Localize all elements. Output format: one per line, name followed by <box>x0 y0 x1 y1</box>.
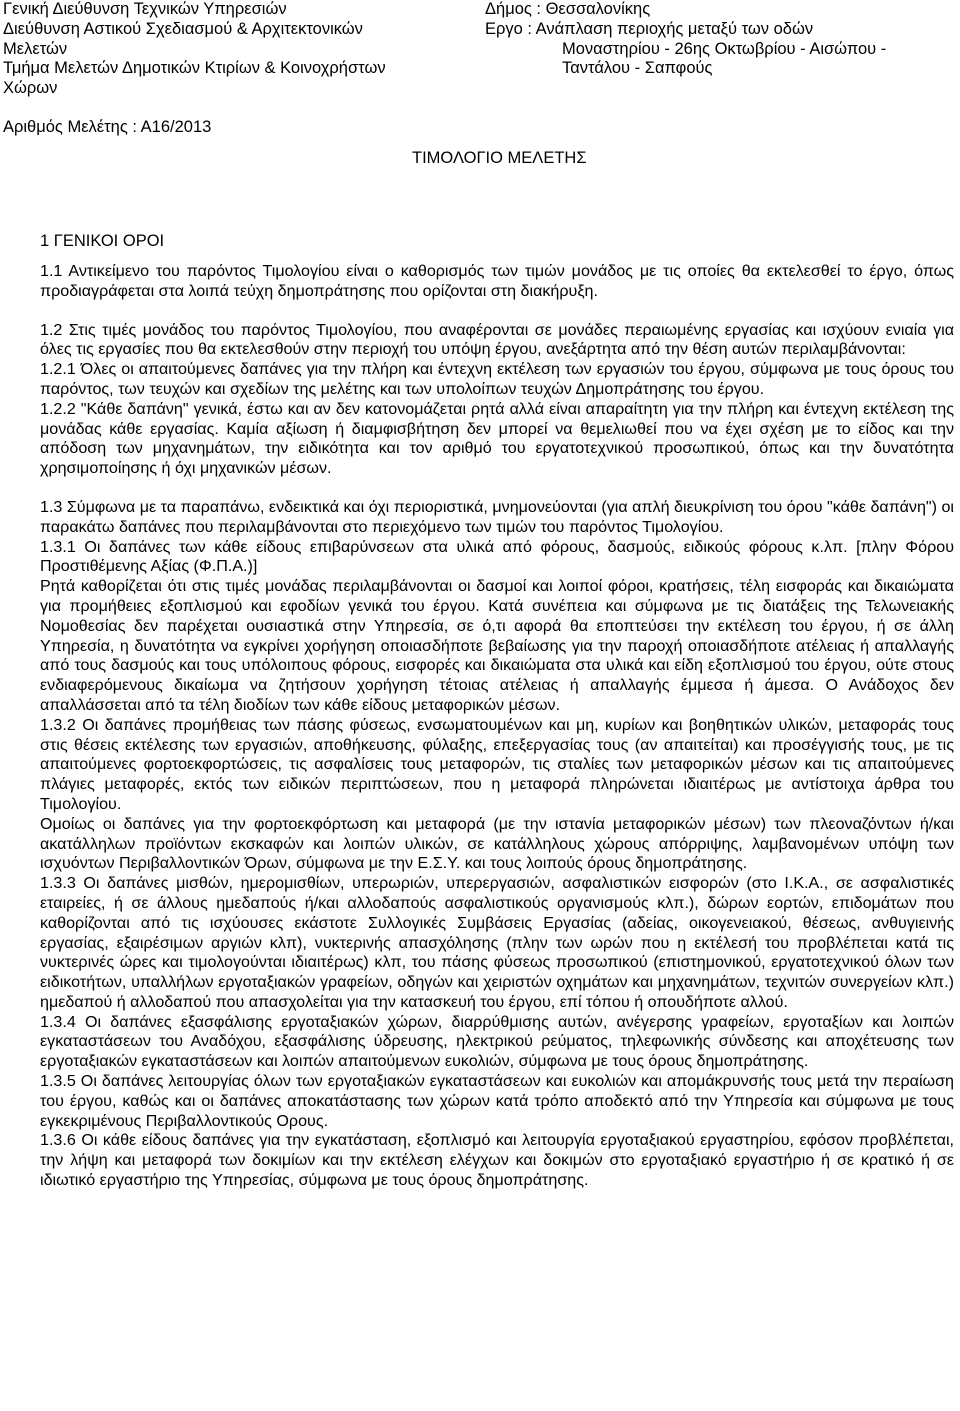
section-heading: 1 ΓΕΝΙΚΟΙ ΟΡΟΙ <box>40 232 165 250</box>
paragraph-1-3: 1.3 Σύμφωνα με τα παραπάνω, ενδεικτικά και όχι περιοριστικά, μνημονεύονται (για απλή διευκρίνιση του όρου "κάθε δαπάνη") οι παρακάτω δαπάνες που περιλαμβάνονται στο περιεχόμενο των τιμών του παρόντος Τιμολογίου. <box>40 497 954 536</box>
paragraph-1-3-2: 1.3.2 Οι δαπάνες προμήθειας των πάσης φύσεως, ενσωματουμένων και μη, κυρίων και βοηθητικών υλικών, μεταφοράς τους στις θέσεις εκτέλεσης των εργασιών, αποθήκευσης, φύλαξης, επεξεργασίας τους (αν απαιτείται) και προσέγγισής τους, με τις απαιτούμενες φορτοεκφορτώσεις, τις ασφαλίσεις τους μεταφορών, τις σταλίες των μεταφορικών μέσων και τις απαιτούμενες πλάγιες μεταφορές, εκτός των ειδικών περιπτώσεων, που η μεταφορά πληρώνεται ιδιαιτέρως με αντίστοιχα άρθρα του Τιμολογίου. <box>40 715 954 813</box>
paragraph-1-3-5: 1.3.5 Οι δαπάνες λειτουργίας όλων των εργοταξιακών εγκαταστάσεων και ευκολιών και απομάκρυνσής τους μετά την περαίωση του έργου, καθώς και οι δαπάνες αποκατάστασης των χώρων κατά τρόπο αποδεκτό από την Υπηρεσία και σύμφωνα με τους εγκεκριμένους Περιβαλλοντικούς Ορους. <box>40 1072 954 1130</box>
paragraph-1-2: 1.2 Στις τιμές μονάδος του παρόντος Τιμολογίου, που αναφέρονται σε μονάδες περαιωμένης εργασίας και ισχύουν ενιαία για όλες τις εργασίες που θα εκτελεσθούν στην περιοχή του υπόψη έργου, ανεξάρτητα από την θέση αυτών περιλαμβάνονται: <box>40 320 954 359</box>
project-header <box>485 0 955 79</box>
paragraph-1-2-2: 1.2.2 "Κάθε δαπάνη" γενικά, έστω και αν δεν κατονομάζεται ρητά αλλά είναι απαραίτητη για την πλήρη και έντεχνη εκτέλεση της μονάδας κάθε εργασίας. Καμία αξίωση ή διαμφισβήτηση δεν μπορεί να θεμελιωθεί που να έχει σχέση με το είδος και την απόδοση των μηχανημάτων, την ειδικότητα και τον αριθμό του εργατοτεχνικού προσωπικού, όπως και την δυνατότητα χρησιμοποίησης ή όχι μηχανικών μέσων. <box>40 399 954 478</box>
header-line: Χώρων <box>3 79 58 98</box>
paragraph-1-1: 1.1 Αντικείμενο του παρόντος Τιμολογίου είναι ο καθορισμός των τιμών μονάδος με τις οποίες θα εκτελεσθεί το έργο, όπως προδιαγράφεται στα λοιπά τεύχη δημοπράτησης που ορίζονται στη διακήρυξη. <box>40 262 954 300</box>
header-line: Γενική Διεύθυνση Τεχνικών Υπηρεσιών <box>3 0 287 18</box>
paragraph-1-3-6: 1.3.6 Οι κάθε είδους δαπάνες για την εγκατάσταση, εξοπλισμό και λειτουργία εργοταξιακού εργαστηρίου, εφόσον προβλέπεται, την λήψη και μεταφορά των δοκιμίων και την εκτέλεση ελέγχων και δοκιμών στο εργοταξιακό εργαστήριο ή σε κρατικό ή σε ιδιωτικό εργαστήριο της Υπηρεσίας, σύμφωνα με τους όρους δημοπράτησης. <box>40 1131 954 1190</box>
municipality: Δήμος : Θεσσαλονίκης <box>485 0 651 18</box>
document-title: ΤΙΜΟΛΟΓΙΟ ΜΕΛΕΤΗΣ <box>412 149 587 167</box>
paragraph-1-2-1: 1.2.1 Όλες οι απαιτούμενες δαπάνες για την πλήρη και έντεχνη εκτέλεση των εργασιών του έργου, σύμφωνα με τους όρους του παρόντος, των τευχών και σχεδίων της μελέτης και των υπολοίπων τευχών Δημοπράτησης του έργου. <box>40 360 954 398</box>
project-line: Εργο : Ανάπλαση περιοχής μεταξύ των οδών <box>485 19 814 38</box>
header-line: Τμήμα Μελετών Δημοτικών Κτιρίων & Κοινοχρήστων <box>3 59 386 78</box>
paragraph-1-3-4: 1.3.4 Οι δαπάνες εξασφάλισης εργοταξιακών χώρων, διαρρύθμισης αυτών, ανέγερσης γραφείων, εργοταξίων και λοιπών εγκαταστάσεων του Αναδόχου, εξασφάλισης ύδρευσης, ηλεκτρικού ρεύματος, τηλεφωνικής σύνδεσης και αποχέτευσης των εργοταξιακών εγκαταστάσεων και λοιπών απαιτούμενων ευκολιών, σύμφωνα με τους όρους δημοπράτησης. <box>40 1012 954 1071</box>
project-line: Ταντάλου - Σαπφούς <box>562 59 713 78</box>
header-line: Μελετών <box>3 39 68 58</box>
header-line: Διεύθυνση Αστικού Σχεδιασμού & Αρχιτεκτονικών <box>3 19 363 38</box>
paragraph-1-3-1: 1.3.1 Οι δαπάνες των κάθε είδους επιβαρύνσεων στα υλικά από φόρους, δασμούς, ειδικούς φόρους κ.λπ. [πλην Φόρου Προστιθέμενης Αξίας (Φ.Π.Α.)] <box>40 537 954 576</box>
project-line: Μοναστηρίου - 26ης Οκτωβρίου - Αισώπου - <box>562 39 887 58</box>
paragraph-1-3-3: 1.3.3 Οι δαπάνες μισθών, ημερομισθίων, υπερωριών, υπερεργασιών, ασφαλιστικών εισφορών (στο Ι.Κ.Α., σε ασφαλιστικές εταιρείες, ή σε άλλους ημεδαπούς ή/και αλλοδαπούς ασφαλιστικούς οργανισμούς κλπ.), δώρων εορτών, επιδομάτων που καθορίζονται από τις ισχύουσες εκάστοτε Συλλογικές Συμβάσεις Εργασίας (αδείας, οικογενειακού, θέσεως, ανθυγιεινής εργασίας, εξαιρέσιμων αργιών κλπ), νυκτερινής απασχόλησης (πλην των ωρών που η εκτέλεσή του προβλέπεται κατά τις νυκτερινές ώρες και τιμολογούνται ιδιαιτέρως) κλπ, του πάσης φύσεως προσωπικού (επιστημονικού, εργατοτεχνικού όλων των ειδικοτήτων, υπαλλήλων εργοταξιακών γραφείων, οδηγών και χειριστών οχημάτων και μηχανημάτων, τεχνιτών συνεργείων κλπ.) ημεδαπού ή αλλοδαπού που απασχολείται για την κατασκευή του έργου, επί τόπου ή οπουδήποτε αλλού. <box>40 874 954 1011</box>
paragraph-1-3-1-detail: Ρητά καθορίζεται ότι στις τιμές μονάδας περιλαμβάνονται οι δασμοί και λοιποί φόροι, κρατήσεις, τέλη εισφοράς και δικαιώματα για προμήθειες εξοπλισμού και εφοδίων γενικά του έργου. Κατά συνέπεια και σύμφωνα με τις διατάξεις της Τελωνειακής Νομοθεσίας δεν παρέχεται ουσιαστικά στην Υπηρεσία, σε ό,τι αφορά θα εποπτεύσει την εκτέλεση του έργου, ή σε άλλη Υπηρεσία, η δυνατότητα να εγκρίνει χορήγηση οποιασδήποτε βεβαίωσης για την παροχή οποιασδήποτε ατέλειας ή απαλλαγής από τους δασμούς και τους υπόλοιπους φόρους, εισφορές και δικαιώματα στα υλικά και είδη εξοπλισμού του έργου, ούτε στους ενδιαφερόμενους δικαίωμα να ζητήσουν χορήγηση τέτοιας ατέλειας ή απαλλαγής έμμεσα ή άμεσα. Ο Ανάδοχος δεν απαλλάσσεται από τα τέλη διοδίων των κάθε είδους μεταφορικών μέσων. <box>40 577 954 714</box>
study-number: Αριθμός Μελέτης : Α16/2013 <box>3 118 212 136</box>
department-header <box>3 0 453 99</box>
paragraph-1-3-2-detail: Ομοίως οι δαπάνες για την φορτοεκφόρτωση και μεταφορά (με την ιστανία μεταφορικών μέσων) των πλεοναζόντων ή/και ακατάλληλων προϊόντων εκσκαφών και λοιπών υλικών, σε κατάλληλους χώρους απόρριψης, λαμβανομένων υπόψη των ισχυόντων Περιβαλλοντικών Όρων, σύμφωνα με την Ε.Σ.Υ. και τους λοιπούς όρους δημοπράτησης. <box>40 814 954 873</box>
document-body <box>40 262 954 1191</box>
